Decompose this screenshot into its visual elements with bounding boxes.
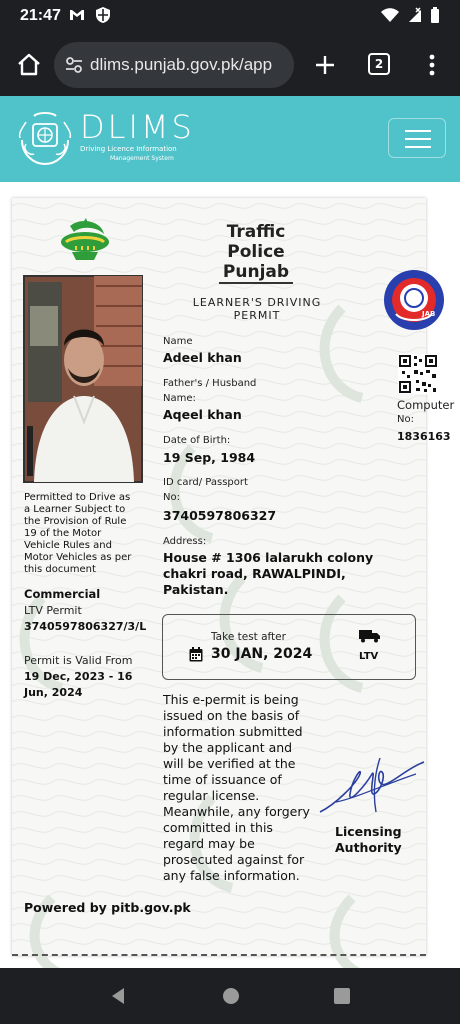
tabs-icon[interactable]: 2: [368, 53, 390, 75]
recents-icon[interactable]: [332, 986, 352, 1006]
browser-toolbar: [0, 34, 460, 96]
url-bar[interactable]: [54, 42, 294, 88]
tune-icon[interactable]: [64, 55, 84, 75]
system-nav-bar: [0, 968, 460, 1024]
dlims-logo-emblem[interactable]: [16, 110, 74, 166]
title-police: Police: [227, 242, 285, 262]
permit-title-line-2: PERMIT: [233, 309, 281, 322]
punjab-police-badge: [382, 268, 426, 332]
logo-title: DLIMS: [80, 108, 195, 146]
disclaimer-text: This e-permit is being issued on the basis of information submitted by the applicant and will be verified at the time of issuance of regular license. Meanwhile, any forgery committed in this regard may be prosecuted against for any false information.: [163, 692, 310, 883]
computer-number: 1836163: [397, 430, 451, 443]
status-time: 21:47: [20, 7, 61, 24]
applicant-photo: [24, 276, 142, 482]
site-header: [0, 96, 460, 182]
father-value: Aqeel khan: [163, 407, 242, 422]
battery-icon: [430, 6, 440, 24]
home-icon[interactable]: [14, 50, 44, 80]
logo-subtitle: Driving Licence Information: [80, 145, 177, 153]
status-bar: [0, 0, 460, 34]
title-punjab: Punjab: [219, 262, 293, 284]
title-traffic: Traffic: [226, 222, 286, 242]
id-label-2: No:: [163, 492, 180, 503]
plus-icon[interactable]: [310, 50, 340, 80]
dob-value: 19 Sep, 1984: [163, 450, 256, 465]
url-text[interactable]: dlims.punjab.gov.pk/app: [90, 55, 273, 74]
permit-number: 3740597806327/3/L: [24, 620, 147, 633]
logo-subtitle-2: Management System: [110, 155, 174, 162]
id-label: ID card/ Passport: [163, 477, 248, 488]
permit-type: LTV Permit: [24, 604, 82, 617]
back-icon[interactable]: [108, 986, 128, 1006]
card-divider: [12, 954, 426, 956]
punjab-government-logo: [52, 218, 118, 266]
licensing-authority-label-2: Authority: [335, 840, 402, 855]
calendar-icon: [189, 647, 203, 662]
father-label: Father's / Husband: [163, 378, 257, 389]
permitted-statement: Permitted to Drive as a Learner Subject to the Provision of Rule 19 of the Motor Vehicle Rules and Motor Vehicles as per this document: [24, 492, 132, 575]
dob-label: Date of Birth:: [163, 435, 231, 446]
page-content: [0, 182, 460, 968]
qr-code: [398, 354, 438, 394]
permit-category: Commercial: [24, 587, 101, 601]
computer-label: Computer: [397, 398, 455, 412]
home-nav-icon[interactable]: [221, 986, 241, 1006]
vehicle-type: LTV: [359, 651, 379, 662]
more-vert-icon[interactable]: [424, 50, 440, 80]
id-value: 3740597806327: [163, 508, 277, 523]
address-label: Address:: [163, 536, 207, 547]
father-label-2: Name:: [163, 393, 196, 404]
computer-label-2: No:: [397, 414, 414, 425]
name-value: Adeel khan: [163, 350, 242, 365]
menu-toggle-button[interactable]: [388, 118, 446, 158]
hamburger-line: [405, 146, 431, 148]
badge-text: JAB: [422, 310, 436, 318]
address-value: House # 1306 lalarukh colony chakri road, RAWALPINDI, Pakistan.: [163, 550, 374, 597]
shield-icon: [94, 6, 112, 24]
permit-card: [12, 198, 455, 956]
signal-icon: [408, 6, 422, 24]
powered-by: Powered by pitb.gov.pk: [24, 900, 191, 915]
take-test-box: [162, 614, 416, 680]
valid-date-range-end: Jun, 2024: [24, 686, 83, 699]
truck-icon: [359, 629, 381, 643]
test-date: 30 JAN, 2024: [211, 646, 313, 662]
valid-label: Permit is Valid From: [24, 654, 133, 667]
name-label: Name: [163, 336, 193, 347]
permit-title: [172, 296, 342, 322]
wifi-icon: [380, 6, 400, 24]
hamburger-line: [405, 138, 431, 140]
permit-title-line-1: LEARNER'S DRIVING: [192, 296, 322, 309]
authority-signature: [316, 754, 426, 822]
hamburger-line: [405, 130, 431, 132]
licensing-authority-label: Licensing: [335, 824, 402, 839]
test-label: Take test after: [211, 631, 286, 643]
gmail-icon: [68, 6, 86, 24]
valid-date-range: 19 Dec, 2023 - 16: [24, 670, 133, 683]
